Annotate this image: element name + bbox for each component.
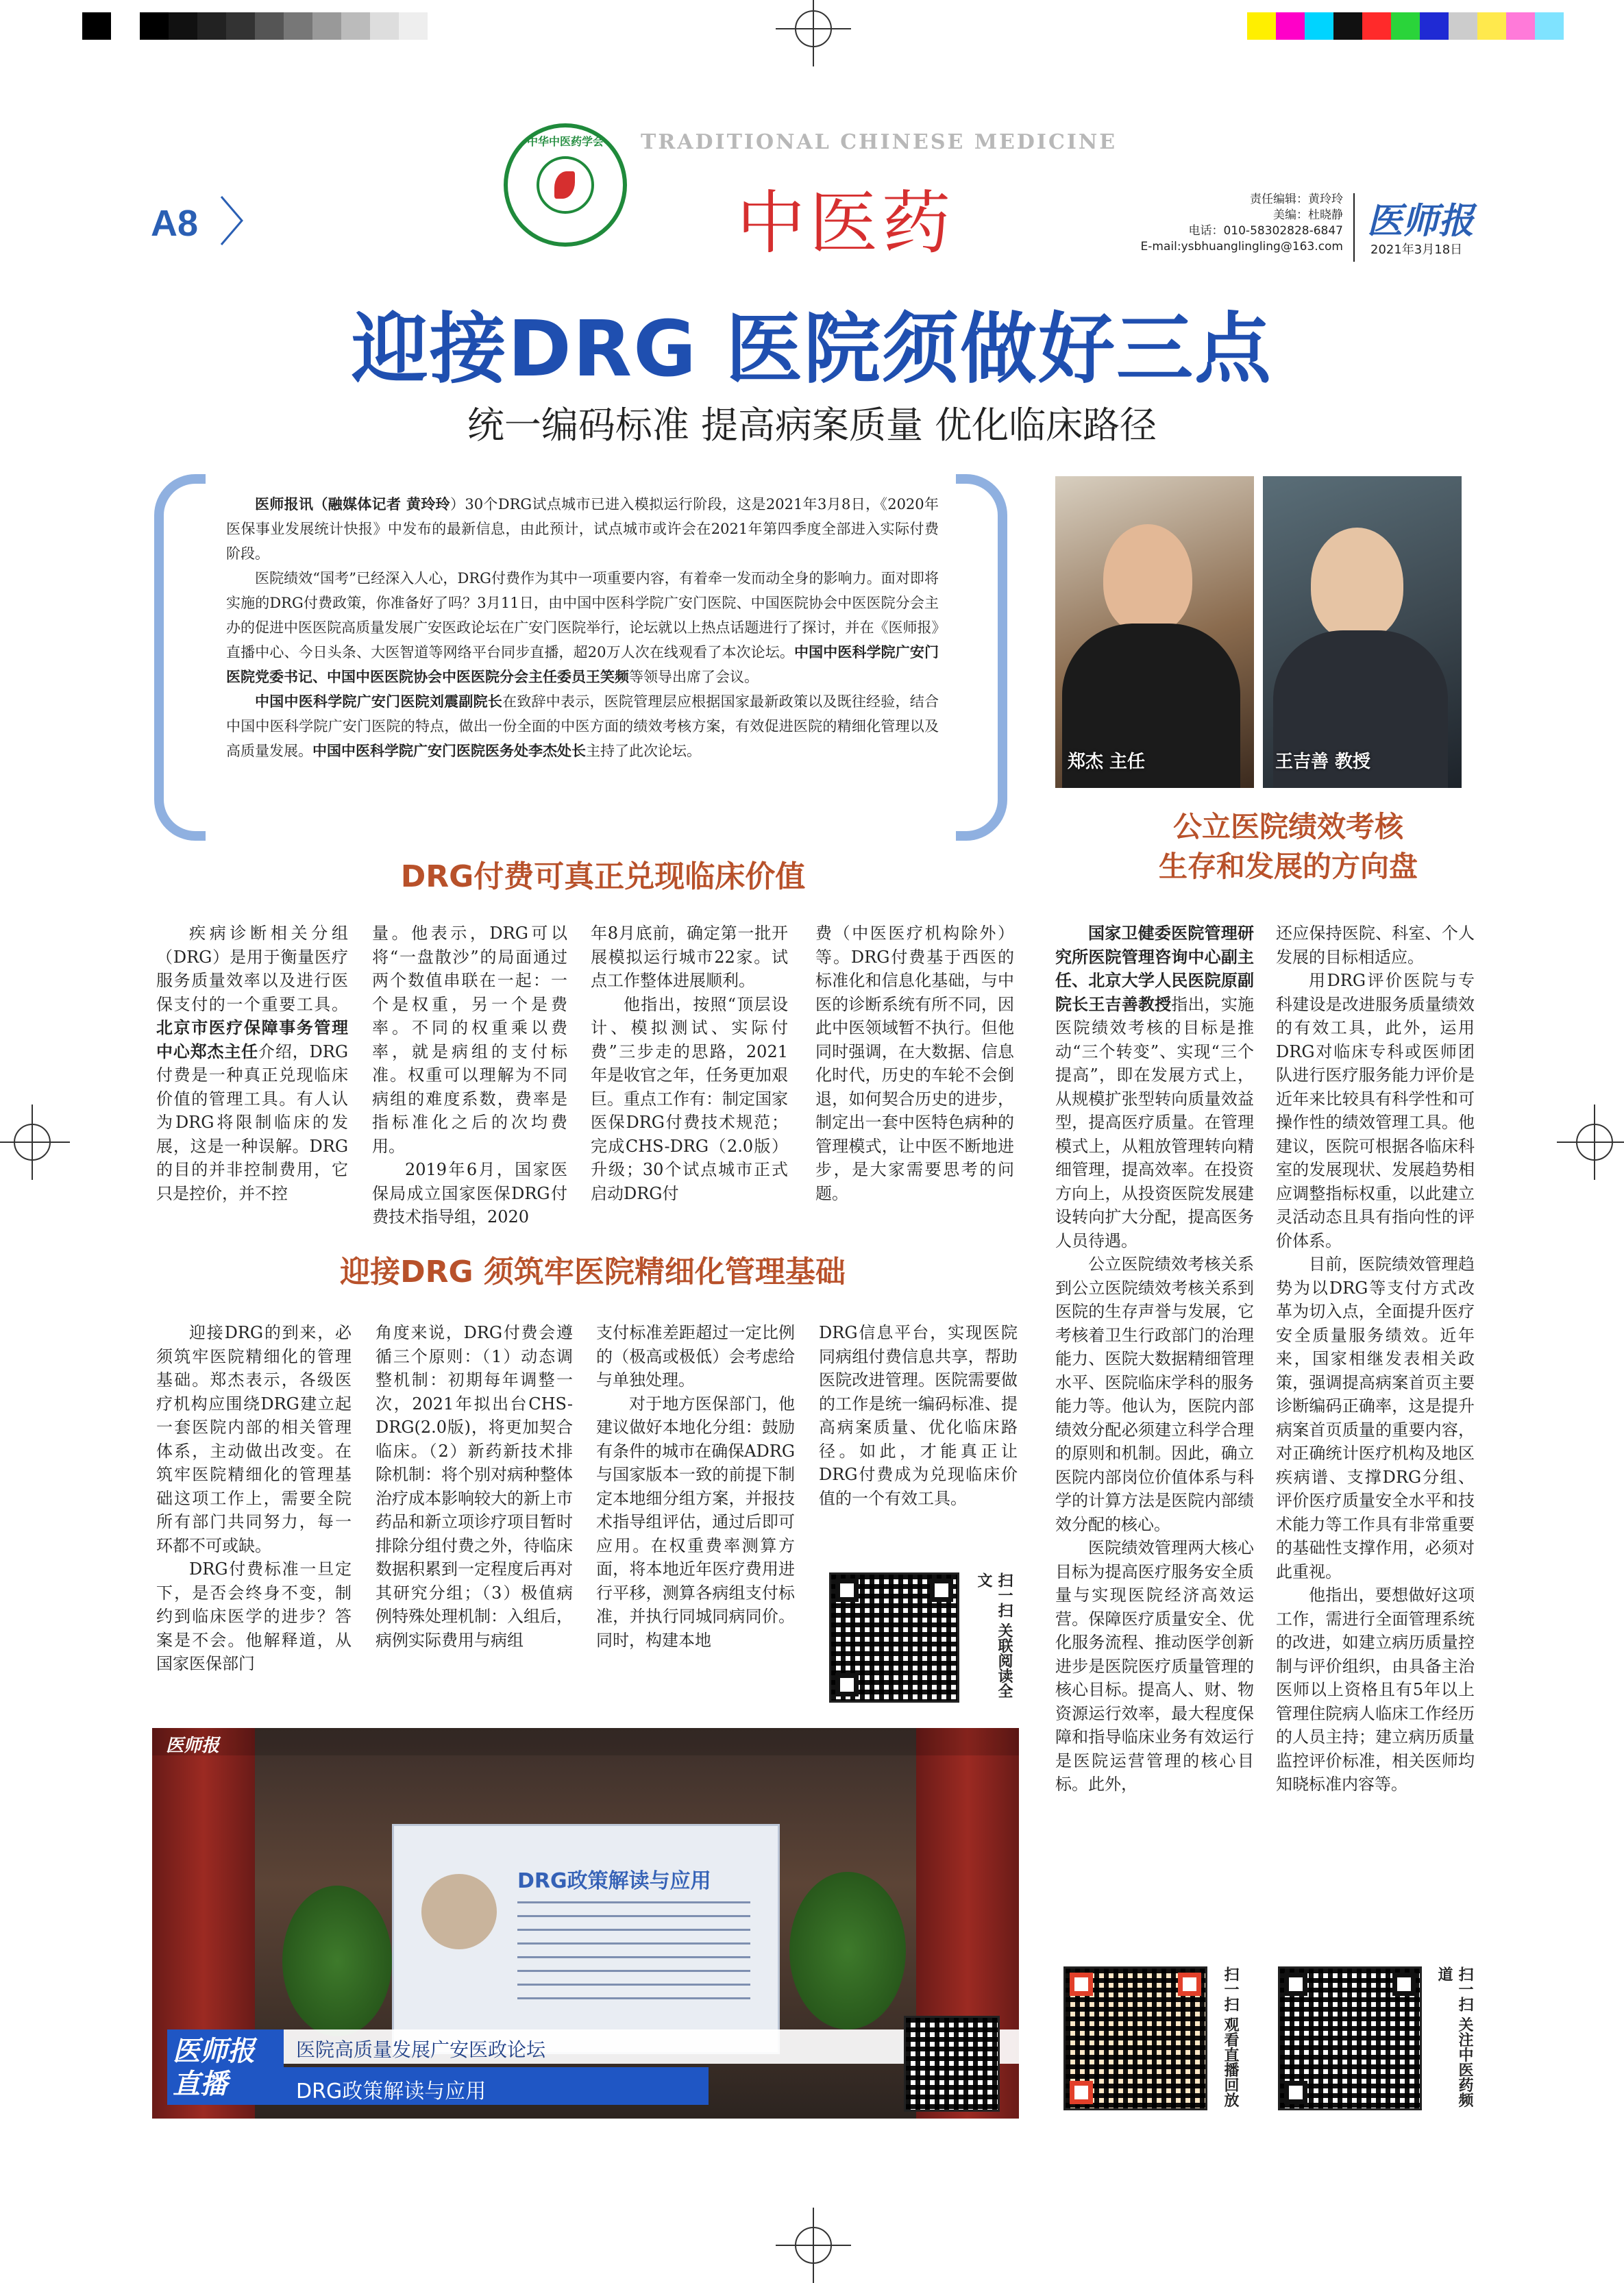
section3-column-3: 支付标准差距超过一定比例的（极高或极低）会考虑给与单独处理。 对于地方医保部门，他建议做好本地化分组：鼓励有条件的城市在确保ADRG与国家版本一致的前提下制定本地细分组方案，并报技术指导组评估，通过后即可应用。在权重费率测算方面，将本地近年医疗费用进行平移，测算各病组支付标准，并执行同城同病同价。同时，构建本地 [596, 1323, 795, 1650]
page-number: A8 [151, 203, 199, 244]
video-logo: 医师报 [166, 1736, 220, 1756]
editor-line[interactable]: E-mail:ysbhuanglingling@163.com [1140, 240, 1343, 254]
editor-info [1124, 192, 1343, 255]
section1-column-4: 费（中医医疗机构除外）等。DRG付费基于西医的标准化和信息化基础，与中医的诊断系统有所不同，因此中医领域暂不执行。但他同时强调，在大数据、信息化时代，历史的车轮不会倒退，如何契合历史的进步，制定出一套中医特色病种的管理模式，让中医不断地进步，是大家需要思考的问题。 [815, 924, 1014, 1203]
qr-code-tcm-channel[interactable] [1278, 1966, 1422, 2110]
editor-line: 责任编辑：黄玲玲 [1250, 193, 1343, 206]
issue-date: 2021年3月18日 [1370, 243, 1463, 257]
presentation-screen [392, 1824, 780, 2054]
lead-bracket-left [154, 474, 206, 841]
header-divider [1353, 193, 1355, 262]
logo-emblem [537, 156, 594, 214]
qr-code-full-article[interactable] [829, 1572, 959, 1703]
photo-caption: 王吉善 教授 [1275, 752, 1371, 772]
sub-headline: 统一编码标准 提高病案质量 优化临床路径 [467, 404, 1157, 447]
video-qr-code[interactable] [904, 2016, 1000, 2112]
photo-caption: 郑杰 主任 [1068, 752, 1146, 772]
section2-column-1: 国家卫健委医院管理研究所医院管理咨询中心副主任、北京大学人民医院原副院长王吉善教授指出，实施医院绩效考核的目标是推动“三个转变”、实现“三个提高”，即在发展方式上，从规模扩张型转向质量效益型，提高医疗质量。在管理模式上，从粗放管理转向精细管理，提高效率。在投资方向上，从投资医院发展建设转向扩大分配，提高医务人员待遇。 公立医院绩效考核关系到公立医院绩效考核关系到医院的生存声誉与发展，它考核着卫生行政部门的治理能力、医院大数据精细管理水平、医院临床学科的服务能力等。他认为，医院内部绩效分配必须建立科学合理的原则和机制。因此，确立医院内部岗位价值体系与科学的计算方法是医院内部绩效分配的核心。 医院绩效管理两大核心目标为提高医疗服务安全质量与实现医院经济高效运营。保障医疗质量安全、优化服务流程、推动医学创新进步是医院医疗质量管理的核心目标。提高人、财、物资源运行效率，最大程度保障和指导临床业务有效运行是医院运营管理的核心目标。此外， [1055, 924, 1255, 1794]
section-title-fine-management: 迎接DRG 须筑牢医院精细化管理基础 [340, 1255, 846, 1289]
logo-text: 中华中医药学会 [526, 135, 604, 148]
qr-label-tcm-channel: 扫一扫 关注中医药频道 [1436, 1966, 1473, 2108]
qr-label-live-replay: 扫一扫 观看直播回放 [1222, 1966, 1239, 2108]
society-logo [504, 123, 627, 247]
lead-paragraphs [226, 492, 939, 763]
section-name-cn: 中医药 [737, 183, 955, 263]
section3-column-4: DRG信息平台，实现医院同病组付费信息共享，帮助医院改进管理。医院需要做的工作是统一编码标准、提高病案质量、优化临床路径。如此，才能真正让DRG付费成为兑现临床价值的一个有效工具。 [819, 1323, 1018, 1508]
editor-line: 美编：杜晓静 [1273, 208, 1343, 222]
color-bar [1247, 12, 1564, 40]
registration-mark-left [14, 1124, 51, 1161]
grayscale-bar [82, 12, 428, 40]
registration-mark-bottom [795, 2227, 832, 2264]
slide-title: DRG政策解读与应用 [517, 1869, 711, 1893]
section-title-performance: 公立医院绩效考核 生存和发展的方向盘 [1158, 810, 1418, 883]
lead-bracket-right [956, 474, 1007, 841]
registration-mark-right [1576, 1124, 1613, 1161]
main-headline: 迎接DRG 医院须做好三点 [351, 305, 1273, 394]
qr-code-live-replay[interactable] [1063, 1966, 1207, 2110]
photo-zheng-jie [1055, 476, 1254, 788]
lead-paragraph: 医师报讯（融媒体记者 黄玲玲）30个DRG试点城市已进入模拟运行阶段，这是2021年3月8日，《2020年医保事业发展统计快报》中发布的最新信息，由此预计，试点城市或许会在2021年第四季度全部进入实际付费阶段。 [226, 496, 939, 562]
livestream-screenshot [152, 1728, 1019, 2119]
speaker-avatar [421, 1874, 497, 1949]
chevron-right-icon [218, 193, 245, 248]
forum-name-strip: 医院高质量发展广安医政论坛 [284, 2029, 1019, 2064]
section-name-en: TRADITIONAL CHINESE MEDICINE [641, 130, 1118, 154]
qr-label-full-article: 扫一扫 关联阅读全文 [975, 1572, 1013, 1699]
newspaper-name: 医师报 [1367, 201, 1475, 242]
live-brand-badge: 医师报 直播 [167, 2029, 284, 2105]
section3-column-2: 角度来说，DRG付费会遵循三个原则：（1）动态调整机制：初期每年调整一次，2021年拟出台CHS-DRG(2.0版)，将更加契合临床。（2）新药新技术排除机制：将个别对病种整体治疗成本影响较大的新上市药品和新立项诊疗项目暂时排除分组付费之外，待临床数据积累到一定程度后再对其研究分组；（3）极值病例特殊处理机制：入组后，病例实际费用与病组 [376, 1323, 573, 1650]
topic-strip: DRG政策解读与应用 [284, 2067, 709, 2105]
photo-wang-jishan [1263, 476, 1462, 788]
section-title-drg-value: DRG付费可真正兑现临床价值 [400, 859, 806, 894]
section1-column-3: 年8月底前，确定第一批开展模拟运行城市22家。试点工作整体进展顺利。 他指出，按照“顶层设计、模拟测试、实际付费”三步走的思路，2021年是收官之年，任务更加艰巨。重点工作有：制定国家医保DRG付费技术规范；完成CHS-DRG（2.0版）升级；30个试点城市正式启动DRG付 [591, 924, 788, 1203]
lead-paragraph: 中国中医科学院广安门医院刘震副院长在致辞中表示，医院管理层应根据国家最新政策以及既往经验，结合中国中医科学院广安门医院的特点，做出一份全面的中医方面的绩效考核方案，有效促进医院的精细化管理以及高质量发展。中国中医科学院广安门医院医务处李杰处长主持了此次论坛。 [226, 693, 939, 759]
section1-column-1: 疾病诊断相关分组（DRG）是用于衡量医疗服务质量效率以及进行医保支付的一个重要工具。北京市医疗保障事务管理中心郑杰主任介绍，DRG付费是一种真正兑现临床价值的管理工具。有人认为DRG将限制临床的发展，这是一种误解。DRG的目的并非控制费用，它只是控价，并不控 [156, 924, 349, 1203]
section1-column-2: 量。他表示，DRG可以将“一盘散沙”的局面通过两个数值串联在一起：一个是权重，另一个是费率。不同的权重乘以费率，就是病组的支付标准。权重可以理解为不同病组的难度系数，费率是指标准化之后的次均费用。 2019年6月，国家医保局成立国家医保DRG付费技术指导组，2020 [372, 924, 567, 1226]
section2-column-2: 还应保持医院、科室、个人发展的目标相适应。 用DRG评价医院与专科建设是改进服务质量绩效的有效工具，此外，运用DRG对临床专科或医师团队进行医疗服务能力评价是近年来比较具有科学性和可操作性的绩效管理工具。他建议，医院可根据各临床科室的发展现状、发展趋势相应调整指标权重，以此建立灵活动态且具有指向性的评价体系。 目前，医院绩效管理趋势为以DRG等支付方式改革为切入点，全面提升医疗安全质量服务绩效。近年来，国家相继发表相关政策，强调提高病案首页主要诊断编码正确率，这是提升病案首页质量的重要内容，对正确统计医疗机构及地区疾病谱、支撑DRG分组、评价医疗质量安全水平和技术能力等工作具有非常重要的基础性支撑作用，必须对此重视。 他指出，要想做好这项工作，需进行全面管理系统的改进，如建立病历质量控制与评价组织，由具备主治医师以上资格且有5年以上管理住院病人临床工作经历的人员主持；建立病历质量监控评价标准，相关医师均知晓标准内容等。 [1276, 924, 1475, 1794]
lead-paragraph: 医院绩效“国考”已经深入人心，DRG付费作为其中一项重要内容，有着牵一发而动全身的影响力。面对即将实施的DRG付费政策，你准备好了吗？3月11日，由中国中医科学院广安门医院、中国医院协会中医医院分会主办的促进中医医院高质量发展广安医政论坛在广安门医院举行，论坛就以上热点话题进行了探讨，并在《医师报》直播中心、今日头条、大医智道等网络平台同步直播，超20万人次在线观看了本次论坛。中国中医科学院广安门医院党委书记、中国中医医院协会中医医院分会主任委员王笑频等领导出席了会议。 [226, 570, 939, 685]
editor-line: 电话：010-58302828-6847 [1188, 224, 1343, 238]
section3-column-1: 迎接DRG的到来，必须筑牢医院精细化的管理基础。郑杰表示，各级医疗机构应围绕DRG建立起一套医院内部的相关管理体系，主动做出改变。在筑牢医院精细化的管理基础这项工作上，需要全院所有部门共同努力，每一环都不可或缺。 DRG付费标准一旦定下，是否会终身不变，制约到临床医学的进步？答案是不会。他解释道，从国家医保部门 [156, 1323, 352, 1673]
registration-mark-top [795, 10, 832, 47]
